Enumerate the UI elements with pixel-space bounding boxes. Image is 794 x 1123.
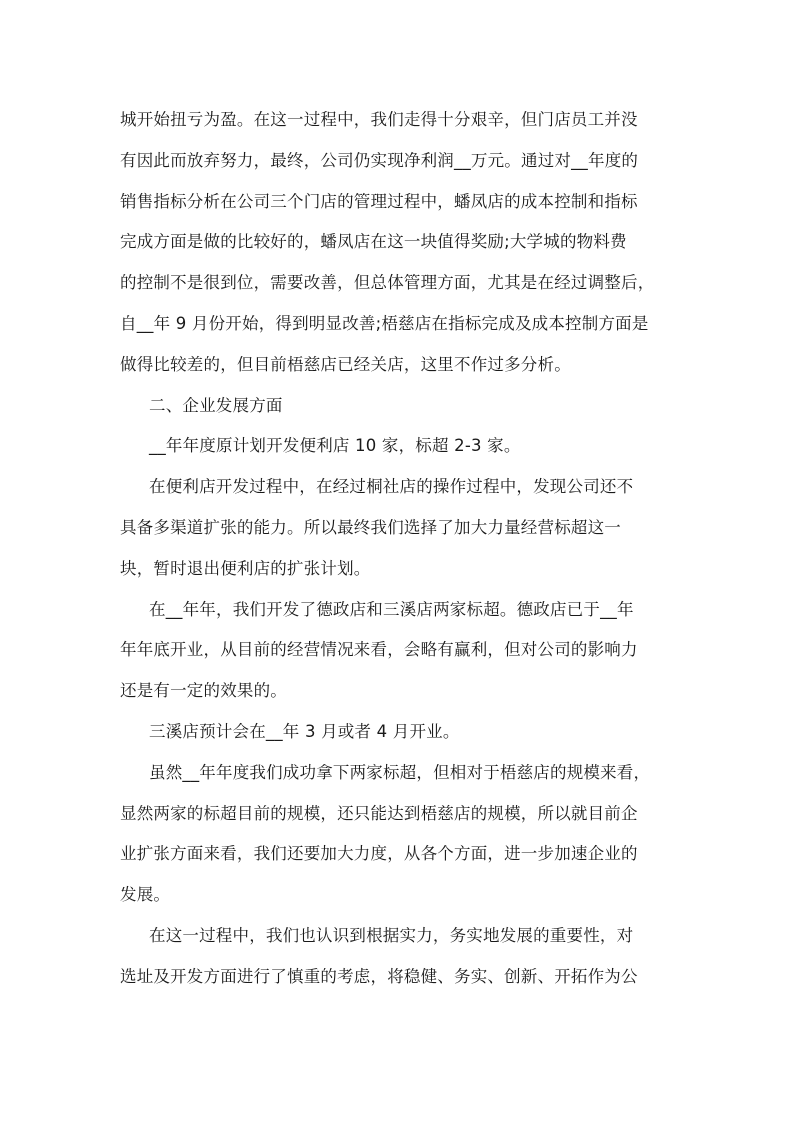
text-line-1: 城开始扭亏为盈。在这一过程中，我们走得十分艰辛，但门店员工并没 [120, 110, 638, 129]
text-line-4: 完成方面是做的比较好的，蟠凤店在这一块值得奖励;大学城的物料费 [120, 232, 627, 252]
text-line-20: 发展。 [120, 885, 171, 905]
section-heading: 二、企业发展方面 [149, 395, 283, 415]
text-line-6: 自__年 9 月份开始，得到明显改善;梧慈店在指标完成及成本控制方面是 [120, 313, 649, 333]
text-line-14: 年年底开业，从目前的经营情况来看，会略有赢利，但对公司的影响力 [120, 640, 638, 660]
text-line-11: 具备多渠道扩张的能力。所以最终我们选择了加大力量经营标超这一 [120, 517, 621, 537]
text-line-16: 三溪店预计会在__年 3 月或者 4 月开业。 [149, 721, 460, 741]
text-line-7: 做得比较差的，但目前梧慈店已经关店，这里不作过多分析。 [120, 354, 571, 374]
text-line-3: 销售指标分析在公司三个门店的管理过程中，蟠凤店的成本控制和指标 [120, 191, 638, 211]
text-line-18: 显然两家的标超目前的规模，还只能达到梧慈店的规模，所以就目前企 [120, 803, 638, 823]
text-line-12: 块，暂时退出便利店的扩张计划。 [120, 558, 371, 578]
text-line-17: 虽然__年年度我们成功拿下两家标超，但相对于梧慈店的规模来看， [149, 762, 651, 782]
text-line-9: __年年度原计划开发便利店 10 家，标超 2-3 家。 [149, 436, 521, 456]
text-line-22: 选址及开发方面进行了慎重的考虑，将稳健、务实、创新、开拓作为公 [120, 966, 638, 986]
text-line-13: 在__年年，我们开发了德政店和三溪店两家标超。德政店已于__年 [149, 599, 634, 619]
text-line-21: 在这一过程中，我们也认识到根据实力，务实地发展的重要性，对 [149, 925, 634, 945]
text-line-2: 有因此而放弃努力，最终，公司仍实现净利润__万元。通过对__年度的 [120, 150, 639, 170]
text-line-15: 还是有一定的效果的。 [120, 681, 287, 701]
text-line-10: 在便利店开发过程中，在经过桐社店的操作过程中，发现公司还不 [149, 477, 634, 497]
text-line-19: 业扩张方面来看，我们还要加大力度，从各个方面，进一步加速企业的 [120, 844, 638, 864]
text-line-5: 的控制不是很到位，需要改善，但总体管理方面，尤其是在经过调整后， [120, 273, 655, 293]
document-page [120, 100, 676, 998]
